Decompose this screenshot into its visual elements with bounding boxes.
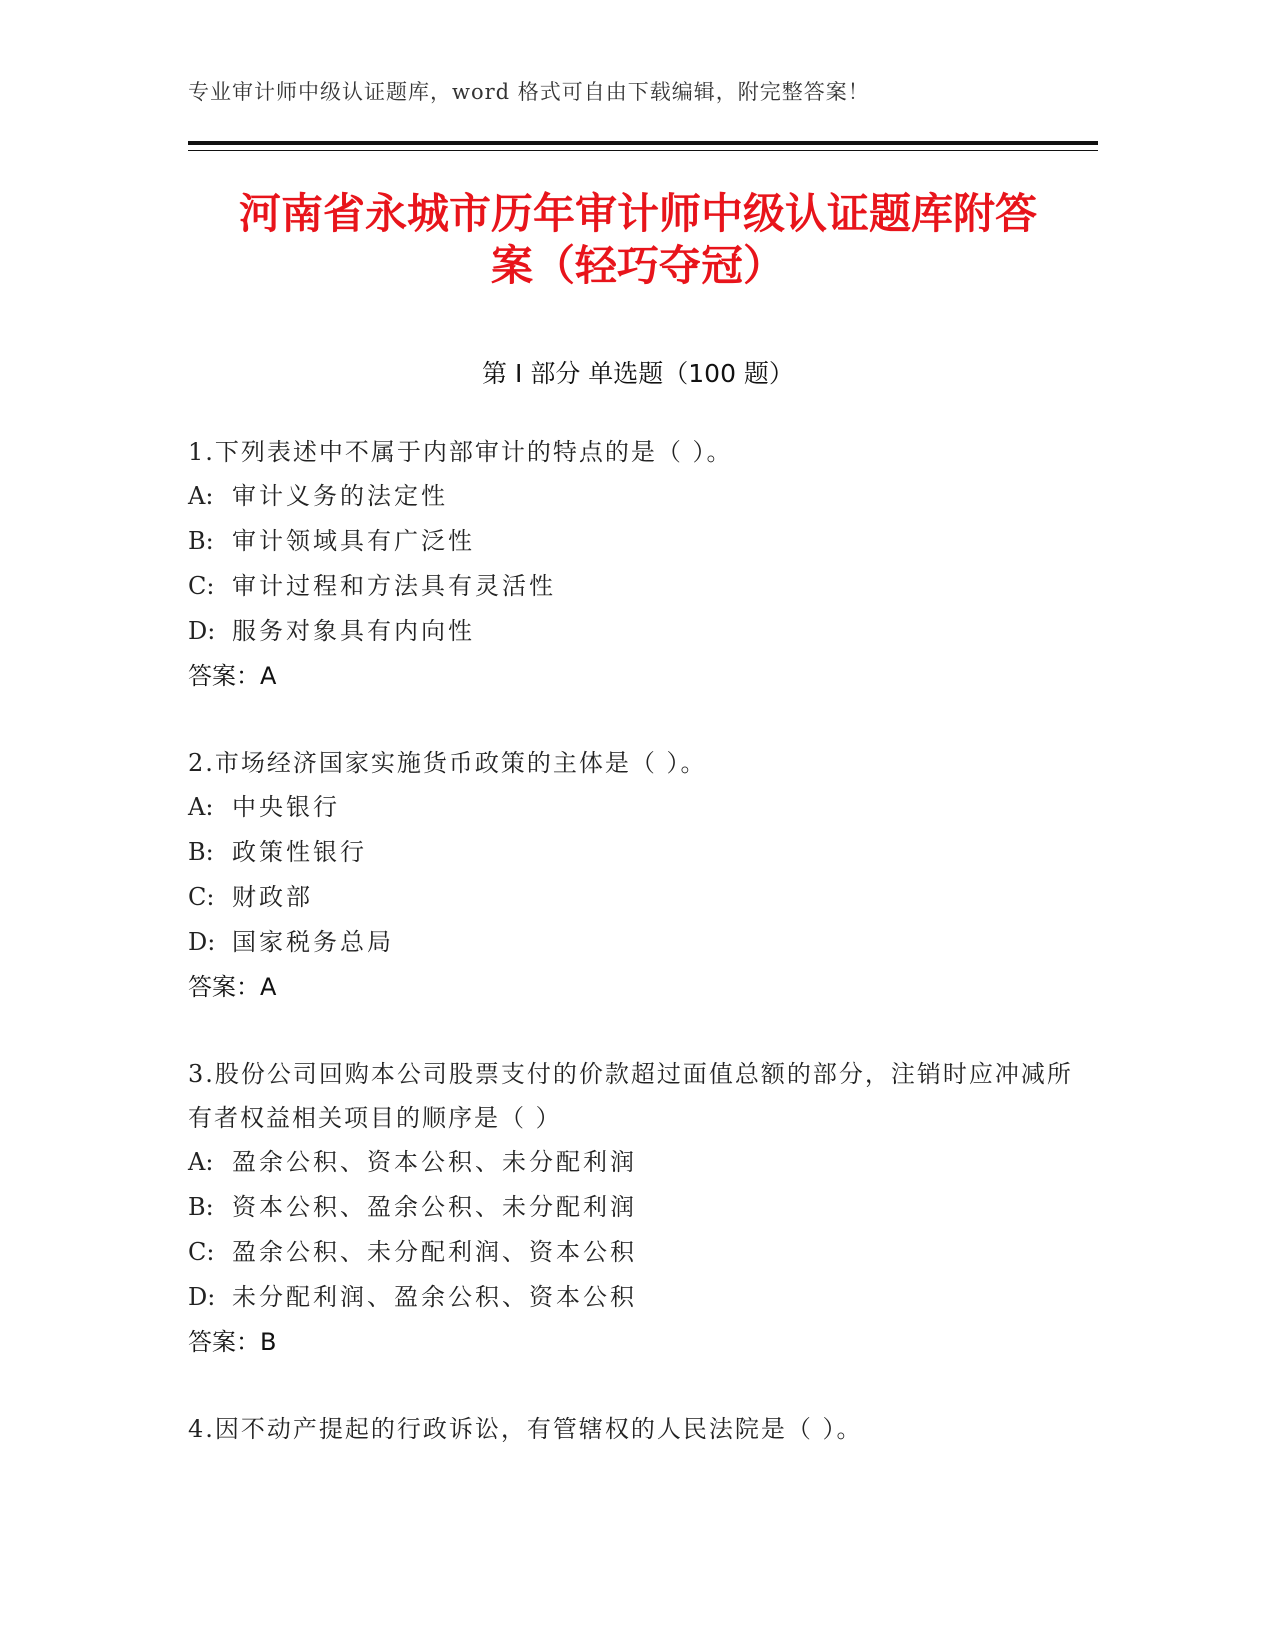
answer-line <box>188 965 1088 1009</box>
answer-label: 答案： <box>188 662 260 690</box>
option-letter: C: <box>188 883 215 911</box>
option-text: 财政部 <box>232 883 313 911</box>
document-title-line-2: 案（轻巧夺冠） <box>490 241 785 290</box>
question-1 <box>188 430 1088 698</box>
option-text: 审计领域具有广泛性 <box>232 527 475 555</box>
question-stem: 4.因不动产提起的行政诉讼，有管辖权的人民法院是（ ）。 <box>188 1415 863 1443</box>
answer-label: 答案： <box>188 973 260 1001</box>
header-rule-thick <box>188 141 1098 145</box>
question-stem: 3.股份公司回购本公司股票支付的价款超过面值总额的部分，注销时应冲减所有者权益相关项目的顺序是（ ） <box>188 1060 1073 1132</box>
option-a <box>188 474 1088 519</box>
option-letter: A: <box>188 482 214 510</box>
header-rule-thin <box>188 150 1098 151</box>
option-letter: A: <box>188 793 214 821</box>
question-4 <box>188 1407 1088 1451</box>
option-a <box>188 785 1088 830</box>
option-b <box>188 1185 1088 1230</box>
answer-value: A <box>260 973 277 1001</box>
option-text: 资本公积、盈余公积、未分配利润 <box>232 1193 637 1221</box>
option-text: 审计过程和方法具有灵活性 <box>232 572 556 600</box>
option-c <box>188 1230 1088 1275</box>
option-letter: C: <box>188 1238 215 1266</box>
option-letter: B: <box>188 527 214 555</box>
answer-line <box>188 654 1088 698</box>
answer-value: A <box>260 662 277 690</box>
option-text: 服务对象具有内向性 <box>232 617 475 645</box>
answer-value: B <box>260 1328 277 1356</box>
option-c <box>188 564 1088 609</box>
option-text: 政策性银行 <box>232 838 367 866</box>
option-text: 审计义务的法定性 <box>232 482 448 510</box>
option-letter: A: <box>188 1148 214 1176</box>
option-letter: D: <box>188 928 216 956</box>
answer-line <box>188 1320 1088 1364</box>
option-a <box>188 1140 1088 1185</box>
option-b <box>188 830 1088 875</box>
option-text: 未分配利润、盈余公积、资本公积 <box>232 1283 637 1311</box>
option-d <box>188 1275 1088 1320</box>
option-d <box>188 609 1088 654</box>
option-b <box>188 519 1088 564</box>
option-text: 中央银行 <box>232 793 340 821</box>
option-text: 盈余公积、未分配利润、资本公积 <box>232 1238 637 1266</box>
question-list <box>188 430 1088 1494</box>
option-text: 盈余公积、资本公积、未分配利润 <box>232 1148 637 1176</box>
document-title <box>188 188 1088 292</box>
option-d <box>188 920 1088 965</box>
option-letter: C: <box>188 572 215 600</box>
question-stem: 2.市场经济国家实施货币政策的主体是（ ）。 <box>188 749 707 777</box>
question-2 <box>188 741 1088 1009</box>
option-text: 国家税务总局 <box>232 928 394 956</box>
option-letter: B: <box>188 838 214 866</box>
header-note: 专业审计师中级认证题库，word 格式可自由下载编辑，附完整答案！ <box>188 80 870 104</box>
option-letter: B: <box>188 1193 214 1221</box>
question-3 <box>188 1052 1088 1364</box>
option-c <box>188 875 1088 920</box>
answer-label: 答案： <box>188 1328 260 1356</box>
option-letter: D: <box>188 617 216 645</box>
question-stem: 1.下列表述中不属于内部审计的特点的是（ ）。 <box>188 438 733 466</box>
option-letter: D: <box>188 1283 216 1311</box>
document-title-line-1: 河南省永城市历年审计师中级认证题库附答 <box>238 189 1037 238</box>
section-title: 第 I 部分 单选题（100 题） <box>482 359 794 388</box>
